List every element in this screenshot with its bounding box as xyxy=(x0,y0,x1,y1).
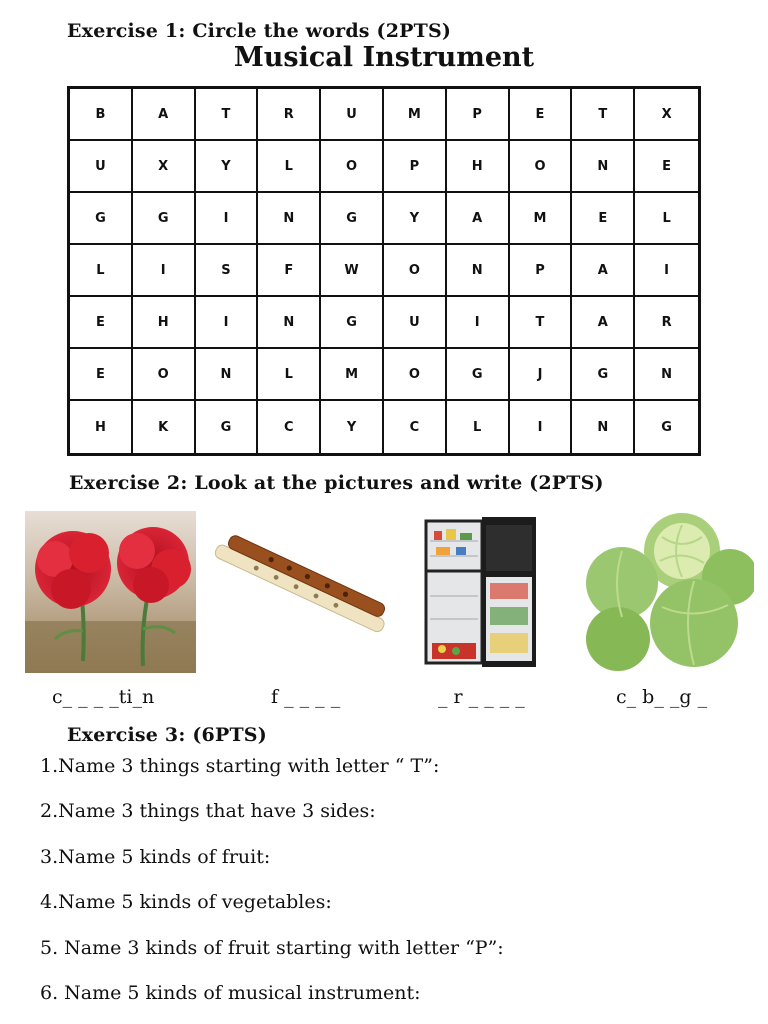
grid-letter-cell: N xyxy=(258,193,321,245)
grid-letter-cell: G xyxy=(321,193,384,245)
grid-letter-cell: K xyxy=(133,401,196,453)
grid-letter-cell: N xyxy=(572,141,635,193)
grid-letter-cell: A xyxy=(572,297,635,349)
grid-letter-cell: E xyxy=(635,141,698,193)
grid-letter-cell: H xyxy=(133,297,196,349)
grid-letter-cell: G xyxy=(572,349,635,401)
grid-letter-cell: I xyxy=(447,297,510,349)
grid-letter-cell: G xyxy=(661,419,672,435)
question-1: 1.Name 3 things starting with letter “ T”: xyxy=(40,755,440,777)
grid-letter-cell: I xyxy=(510,401,573,453)
grid-letter-cell: Y xyxy=(384,193,447,245)
grid-letter-cell: M xyxy=(510,193,573,245)
flute-word-hint: f _ _ _ _ xyxy=(271,686,341,708)
word-search-title: Musical Instrument xyxy=(233,42,535,73)
grid-letter-cell: G xyxy=(70,193,133,245)
question-2: 2.Name 3 things that have 3 sides: xyxy=(40,800,376,822)
grid-letter-cell: N xyxy=(196,349,259,401)
grid-letter-cell: U xyxy=(384,297,447,349)
grid-letter-cell: A xyxy=(572,245,635,297)
question-3: 3.Name 5 kinds of fruit: xyxy=(40,846,271,868)
grid-letter-cell: I xyxy=(133,245,196,297)
grid-letter-cell: X xyxy=(133,141,196,193)
grid-letter-cell: L xyxy=(447,401,510,453)
grid-letter-cell: A xyxy=(133,89,196,141)
question-6: 6. Name 5 kinds of musical instrument: xyxy=(40,982,421,1004)
grid-letter-cell: N xyxy=(258,297,321,349)
grid-letter-cell: U xyxy=(321,89,384,141)
grid-letter-cell: G xyxy=(321,297,384,349)
grid-letter-cell: B xyxy=(70,89,133,141)
grid-letter-cell: F xyxy=(258,245,321,297)
fridge-photo xyxy=(420,511,545,673)
grid-letter-cell: C xyxy=(384,401,447,453)
grid-letter-cell: S xyxy=(196,245,259,297)
grid-letter-cell: I xyxy=(196,193,259,245)
grid-letter-cell: T xyxy=(510,297,573,349)
grid-letter-cell: Y xyxy=(196,141,259,193)
carnation-word-hint: c_ _ _ _ti_n xyxy=(52,686,155,708)
grid-letter-cell: T xyxy=(572,89,635,141)
cabbage-photo xyxy=(582,511,754,673)
grid-letter-cell: E xyxy=(572,193,635,245)
grid-letter-cell: R xyxy=(258,89,321,141)
grid-letter-cell: O xyxy=(384,245,447,297)
grid-letter-cell: R xyxy=(635,297,698,349)
grid-letter-cell: H xyxy=(70,401,133,453)
grid-letter-cell: O xyxy=(133,349,196,401)
question-5: 5. Name 3 kinds of fruit starting with letter “P”: xyxy=(40,937,504,959)
grid-letter-cell: L xyxy=(258,349,321,401)
grid-letter-cell: E xyxy=(70,349,133,401)
carnation-photo xyxy=(25,511,196,673)
grid-letter-cell: M xyxy=(384,89,447,141)
grid-letter-cell: U xyxy=(70,141,133,193)
grid-letter-cell: O xyxy=(510,141,573,193)
grid-letter-cell: M xyxy=(321,349,384,401)
grid-letter-cell: G xyxy=(133,193,196,245)
grid-letter-cell: C xyxy=(258,401,321,453)
grid-letter-cell: O xyxy=(321,141,384,193)
grid-letter-cell: L xyxy=(258,141,321,193)
exercise-3-title: Exercise 3: (6PTS) xyxy=(67,724,267,746)
grid-letter-cell: I xyxy=(196,297,259,349)
exercise-1-title: Exercise 1: Circle the words (2PTS) xyxy=(67,20,452,42)
grid-letter-cell: G xyxy=(447,349,510,401)
fridge-word-hint: _ r _ _ _ _ xyxy=(438,686,525,708)
grid-letter-cell: W xyxy=(321,245,384,297)
grid-letter-cell: X xyxy=(635,89,698,141)
flute-photo xyxy=(210,511,386,673)
grid-letter-cell: P xyxy=(447,89,510,141)
grid-letter-cell: I xyxy=(635,245,698,297)
grid-letter-cell: J xyxy=(510,349,573,401)
question-4: 4.Name 5 kinds of vegetables: xyxy=(40,891,332,913)
grid-letter-cell: N xyxy=(635,349,698,401)
cabbage-word-hint: c_ b_ _g _ xyxy=(616,686,708,708)
word-search-grid xyxy=(67,86,701,456)
grid-letter-cell: Y xyxy=(321,401,384,453)
grid-letter-cell: L xyxy=(70,245,133,297)
exercise-2-title: Exercise 2: Look at the pictures and write (2PTS) xyxy=(69,472,604,494)
grid-letter-cell: N xyxy=(447,245,510,297)
grid-letter-cell: H xyxy=(447,141,510,193)
grid-letter-cell: E xyxy=(70,297,133,349)
grid-letter-cell: P xyxy=(510,245,573,297)
grid-letter-cell: N xyxy=(572,401,635,453)
grid-letter-cell: P xyxy=(384,141,447,193)
grid-letter-cell: A xyxy=(447,193,510,245)
grid-letter-cell: G xyxy=(196,401,259,453)
grid-letter-cell: E xyxy=(510,89,573,141)
grid-letter-cell: L xyxy=(635,193,698,245)
grid-letter-cell: O xyxy=(384,349,447,401)
grid-letter-cell: T xyxy=(196,89,259,141)
